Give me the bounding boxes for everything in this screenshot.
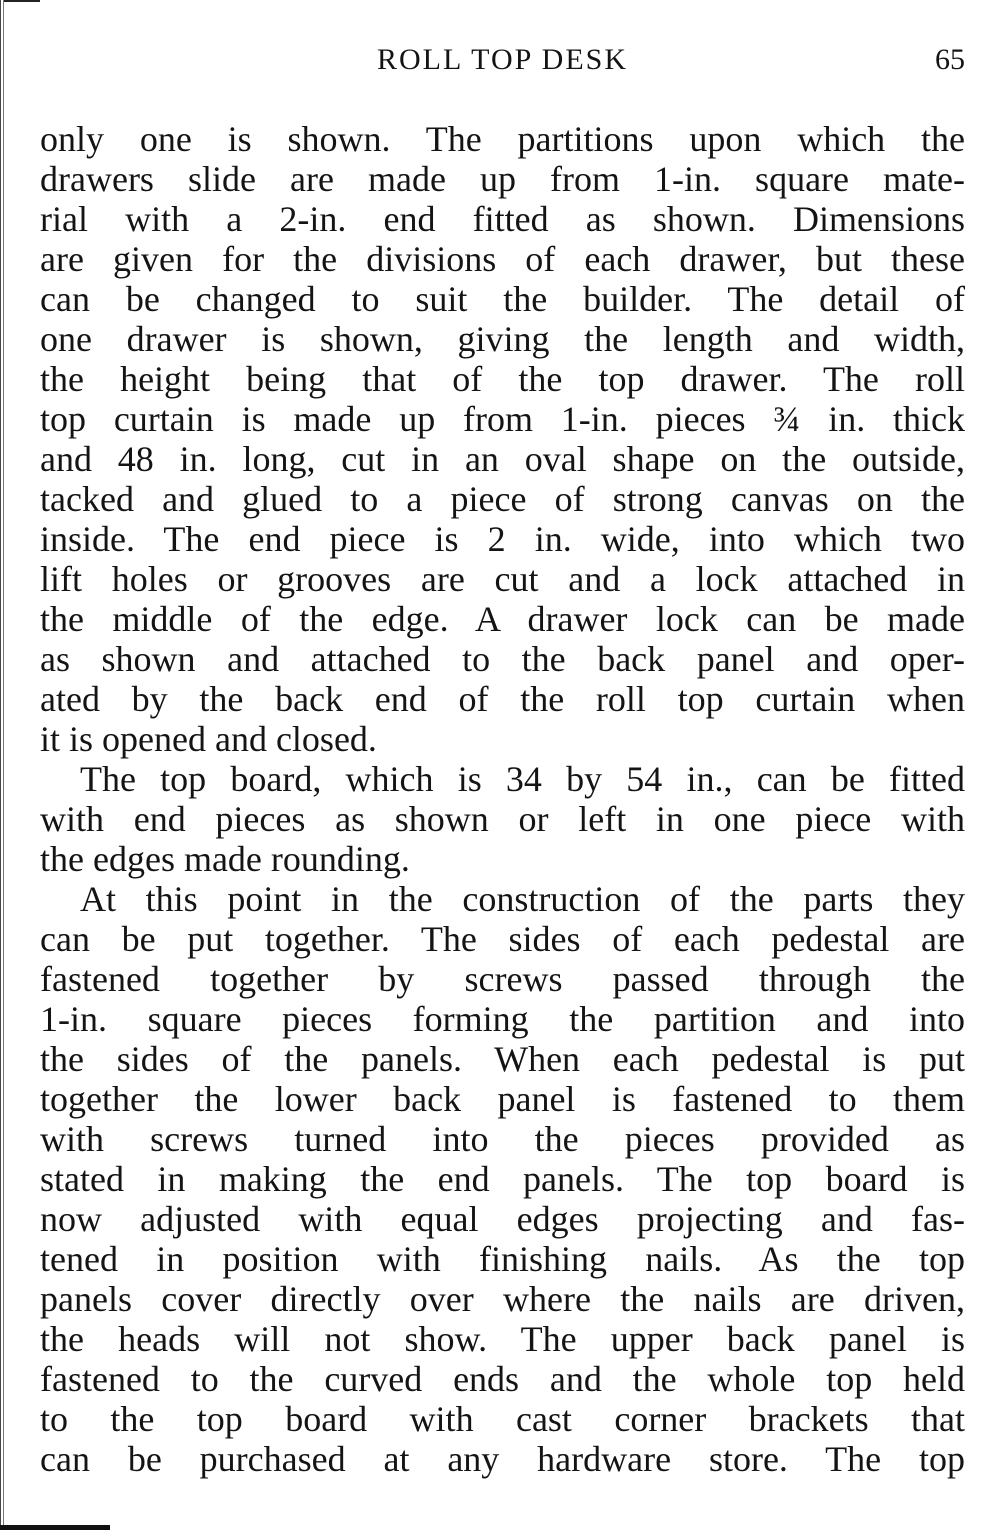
text-line: lift holes or grooves are cut and a lock attached in: [40, 559, 965, 599]
text-line: with screws turned into the pieces provided as: [40, 1119, 965, 1159]
page-edge-top: [0, 0, 40, 2]
text-line: can be purchased at any hardware store. The top: [40, 1439, 965, 1479]
text-line: are given for the divisions of each drawer, but these: [40, 239, 965, 279]
running-title: ROLL TOP DESK: [376, 43, 629, 76]
text-line: stated in making the end panels. The top board is: [40, 1159, 965, 1199]
running-head: [40, 40, 965, 80]
text-line: as shown and attached to the back panel and oper-: [40, 639, 965, 679]
text-line: At this point in the construction of the parts they: [80, 879, 965, 919]
text-line: fastened to the curved ends and the whole top held: [40, 1359, 965, 1399]
text-line: now adjusted with equal edges projecting and fas-: [40, 1199, 965, 1239]
text-line: the middle of the edge. A drawer lock can be made: [40, 599, 965, 639]
paragraph: [40, 759, 965, 879]
text-line: together the lower back panel is fastened to them: [40, 1079, 965, 1119]
paragraph: [40, 119, 965, 759]
text-line: can be changed to suit the builder. The detail of: [40, 279, 965, 319]
page-number: 65: [935, 43, 965, 76]
text-line: with end pieces as shown or left in one piece with: [40, 799, 965, 839]
text-line: drawers slide are made up from 1-in. square mate-: [40, 159, 965, 199]
text-line: inside. The end piece is 2 in. wide, into which two: [40, 519, 965, 559]
text-line: the height being that of the top drawer. The roll: [40, 359, 965, 399]
text-line: fastened together by screws passed through the: [40, 959, 965, 999]
body-text: [40, 119, 965, 1479]
text-line: tened in position with finishing nails. As the top: [40, 1239, 965, 1279]
paragraph: [40, 879, 965, 1479]
page-edge-left: [0, 0, 4, 1528]
text-line: the edges made rounding.: [40, 839, 410, 879]
text-line: to the top board with cast corner brackets that: [40, 1399, 965, 1439]
page-edge-bottom: [0, 1525, 110, 1530]
text-line: one drawer is shown, giving the length and width,: [40, 319, 965, 359]
text-line: it is opened and closed.: [40, 719, 377, 759]
text-line: 1-in. square pieces forming the partition and into: [40, 999, 965, 1039]
text-line: can be put together. The sides of each pedestal are: [40, 919, 965, 959]
text-line: panels cover directly over where the nails are driven,: [40, 1279, 965, 1319]
text-line: rial with a 2-in. end fitted as shown. Dimensions: [40, 199, 965, 239]
text-line: tacked and glued to a piece of strong canvas on the: [40, 479, 965, 519]
text-line: The top board, which is 34 by 54 in., can be fitted: [80, 759, 965, 799]
text-line: the heads will not show. The upper back panel is: [40, 1319, 965, 1359]
text-line: the sides of the panels. When each pedestal is put: [40, 1039, 965, 1079]
text-line: and 48 in. long, cut in an oval shape on the outside,: [40, 439, 965, 479]
text-line: only one is shown. The partitions upon which the: [40, 119, 965, 159]
text-line: top curtain is made up from 1-in. pieces ¾ in. thick: [40, 399, 965, 439]
text-line: ated by the back end of the roll top curtain when: [40, 679, 965, 719]
